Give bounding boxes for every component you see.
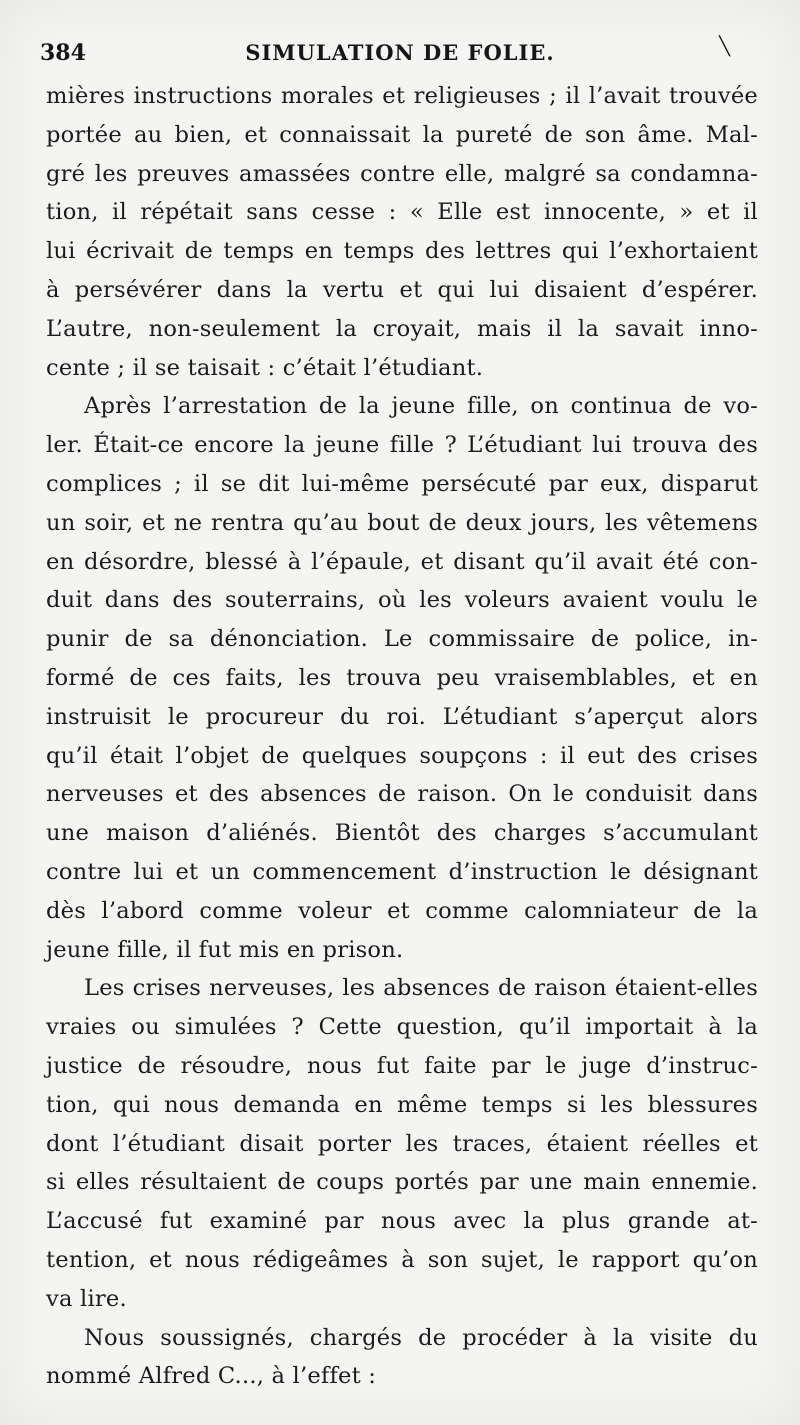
text-line: portée au bien, et connaissait la pureté de son âme. Mal- <box>46 121 758 148</box>
text-line: punir de sa dénonciation. Le commissaire de police, in- <box>46 626 758 653</box>
text-line: mières instructions morales et religieuses ; il l’avait trouvée <box>46 83 758 109</box>
text-line: tion, il répétait sans cesse : « Elle est innocente, » et il <box>46 199 758 226</box>
text-line: duit dans des souterrains, où les voleurs avaient voulu le <box>46 587 758 614</box>
text-line: gré les preuves amassées contre elle, malgré sa condamna- <box>46 160 758 187</box>
text-line: L’accusé fut examiné par nous avec la plus grande at- <box>46 1208 758 1235</box>
text-line: complices ; il se dit lui-même persécuté par eux, disparut <box>46 470 758 497</box>
text-line: Après l’arrestation de la jeune fille, on continua de vo- <box>84 393 758 420</box>
text-line: formé de ces faits, les trouva peu vraisemblables, et en <box>46 664 758 691</box>
text-line: va lire. <box>46 1285 127 1312</box>
text-line: ler. Était-ce encore la jeune fille ? L’étudiant lui trouva des <box>46 432 758 459</box>
page-header <box>40 34 760 70</box>
text-line: Nous soussignés, chargés de procéder à la visite du <box>84 1324 758 1351</box>
text-line: dont l’étudiant disait porter les traces, étaient réelles et <box>46 1130 758 1157</box>
printer-mark: ╲ <box>719 36 730 57</box>
text-line: cente ; il se taisait : c’était l’étudiant. <box>46 354 484 381</box>
text-line: une maison d’aliénés. Bientôt des charges s’accumulant <box>46 820 758 847</box>
text-line: dès l’abord comme voleur et comme calomniateur de la <box>46 897 758 924</box>
text-line: instruisit le procureur du roi. L’étudiant s’aperçut alors <box>46 703 758 730</box>
page-number: 384 <box>40 40 86 66</box>
text-line: Les crises nerveuses, les absences de raison étaient-elles <box>84 975 758 1002</box>
text-line: contre lui et un commencement d’instruction le désignant <box>46 858 758 885</box>
text-line: justice de résoudre, nous fut faite par le juge d’instruc- <box>46 1052 758 1079</box>
text-line: vraies ou simulées ? Cette question, qu’il importait à la <box>46 1014 758 1041</box>
text-line: L’autre, non-seulement la croyait, mais il la savait inno- <box>46 315 758 342</box>
text-line: nommé Alfred C..., à l’effet : <box>46 1363 377 1390</box>
text-line: qu’il était l’objet de quelques soupçons : il eut des crises <box>46 742 758 769</box>
text-line: tention, et nous rédigeâmes à son sujet, le rapport qu’on <box>46 1246 758 1273</box>
text-line: tion, qui nous demanda en même temps si les blessures <box>46 1091 758 1118</box>
text-line: à persévérer dans la vertu et qui lui disaient d’espérer. <box>46 276 758 303</box>
running-head: SIMULATION DE FOLIE. <box>245 40 555 65</box>
text-line: si elles résultaient de coups portés par une main ennemie. <box>46 1169 758 1196</box>
body-text <box>46 77 758 1396</box>
text-line: nerveuses et des absences de raison. On le conduisit dans <box>46 781 758 808</box>
text-line: lui écrivait de temps en temps des lettres qui l’exhortaient <box>46 238 758 265</box>
text-line: jeune fille, il fut mis en prison. <box>46 936 404 963</box>
text-line: un soir, et ne rentra qu’au bout de deux jours, les vêtemens <box>46 509 758 536</box>
text-line: en désordre, blessé à l’épaule, et disant qu’il avait été con- <box>46 548 758 575</box>
